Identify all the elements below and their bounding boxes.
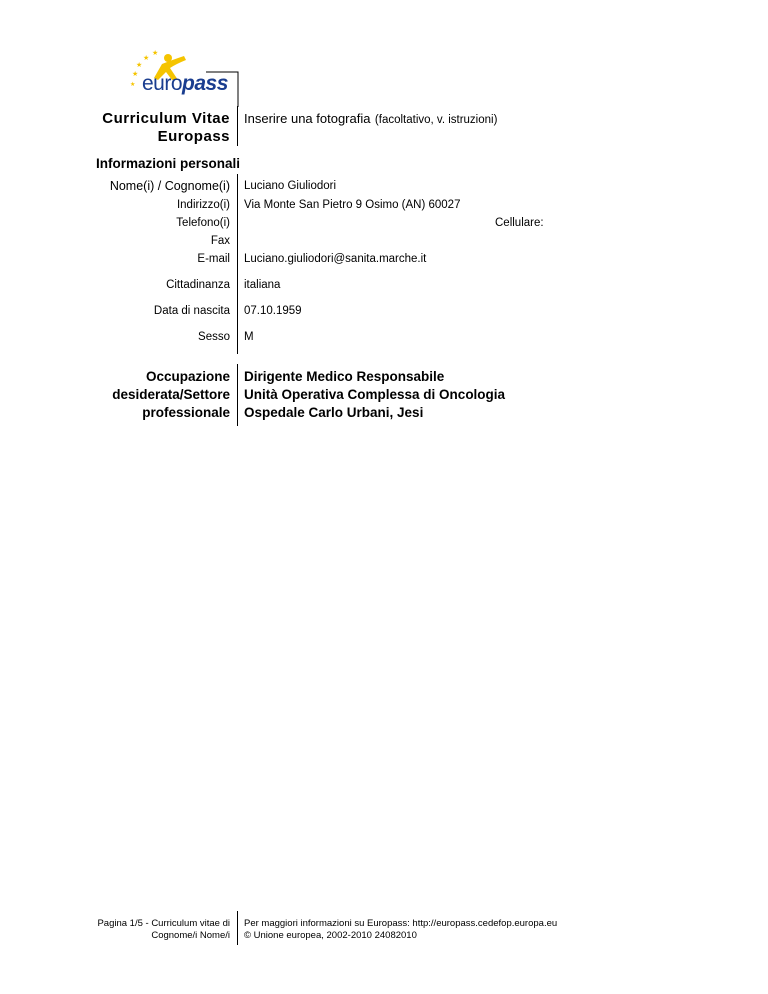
photo-main-text: Inserire una fotografia xyxy=(244,111,371,126)
email-value: Luciano.giuliodori@sanita.marche.it xyxy=(244,253,427,265)
email-label: E-mail xyxy=(197,253,230,265)
dob-value: 07.10.1959 xyxy=(244,305,302,317)
fax-label: Fax xyxy=(210,235,230,247)
address-value: Via Monte San Pietro 9 Osimo (AN) 60027 xyxy=(244,199,461,211)
dob-label: Data di nascita xyxy=(153,305,230,317)
svg-text:★: ★ xyxy=(152,50,159,57)
occupation-divider xyxy=(237,364,238,426)
cv-title-line2: Europass xyxy=(157,128,230,145)
sex-value: M xyxy=(244,331,254,343)
section-personal-heading: Informazioni personali xyxy=(96,156,241,171)
svg-text:★: ★ xyxy=(143,54,150,62)
footer-info-link[interactable]: Per maggiori informazioni su Europass: http://europass.cedefop.europa.eu xyxy=(244,918,558,929)
europass-logo xyxy=(128,50,240,108)
sex-label: Sesso xyxy=(198,331,230,343)
header-divider xyxy=(237,106,238,146)
svg-text:★: ★ xyxy=(136,61,143,69)
name-value: Luciano Giuliodori xyxy=(244,180,337,192)
svg-text:★: ★ xyxy=(132,70,139,78)
occupation-label-line2: desiderata/Settore xyxy=(112,387,230,402)
occupation-label-line3: professionale xyxy=(142,405,230,420)
footer-left xyxy=(97,918,230,942)
logo-text-pass: pass xyxy=(182,72,228,95)
mobile-label: Cellulare: xyxy=(495,217,544,229)
svg-text:★: ★ xyxy=(130,81,136,88)
occupation-value-line1: Dirigente Medico Responsabile xyxy=(244,369,445,384)
occupation-label xyxy=(112,368,230,422)
occupation-value-line2: Unità Operativa Complessa di Oncologia xyxy=(244,387,506,402)
occupation-value xyxy=(244,368,505,422)
personal-divider xyxy=(237,174,238,354)
footer-right xyxy=(244,918,557,942)
logo-text-euro: euro xyxy=(142,72,183,95)
address-label: Indirizzo(i) xyxy=(176,199,230,211)
name-label: Nome(i) / Cognome(i) xyxy=(109,179,230,193)
footer-name-placeholder: Cognome/i Nome/i xyxy=(151,930,230,941)
footer-divider xyxy=(237,911,238,945)
occupation-label-line1: Occupazione xyxy=(145,369,230,384)
photo-note-text: (facoltativo, v. istruzioni) xyxy=(374,114,498,126)
citizenship-value: italiana xyxy=(244,279,281,291)
footer-page-info: Pagina 1/5 - Curriculum vitae di xyxy=(97,918,230,929)
footer-copyright: © Unione europea, 2002-2010 24082010 xyxy=(244,930,417,941)
photo-placeholder xyxy=(244,110,497,128)
cv-title-line1: Curriculum Vitae xyxy=(102,110,230,127)
citizenship-label: Cittadinanza xyxy=(166,279,230,291)
occupation-value-line3: Ospedale Carlo Urbani, Jesi xyxy=(244,405,424,420)
phone-label: Telefono(i) xyxy=(176,217,230,229)
